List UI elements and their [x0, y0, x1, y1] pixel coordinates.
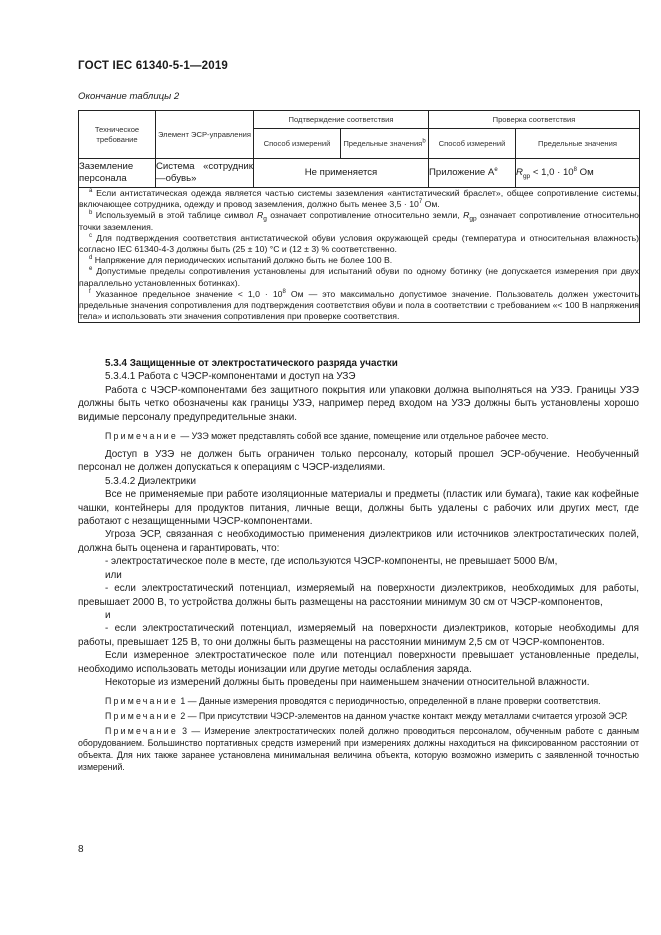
header-method: Способ измерений: [254, 129, 341, 159]
subsection-heading: 5.3.4.1 Работа с ЧЭСР-компонентами и доступ на УЗЭ: [105, 371, 356, 383]
header-verification: Проверка соответствия: [429, 111, 640, 129]
subsection-heading: 5.3.4.2 Диэлектрики: [105, 475, 197, 487]
header-method-2: Способ измерений: [429, 129, 516, 159]
list-connector: и: [105, 609, 111, 621]
header-limit-2: Предельные значения: [516, 129, 640, 159]
footnote-c: $^c$ Для подтверждения соответствия антистатической обуви условия окружающей среды (температура и относительная влажность) согласно IEC 61340-4-3 должны быть (25 ± 10) °С и (12 ± 3) % соответственно.: [79, 232, 639, 255]
table-footnotes: [79, 188, 640, 323]
paragraph: Если измеренное электростатическое поле или потенциал поверхности превышает установленные пределы, необходимо использовать методы ионизации или другие методы ослабления заряда.: [78, 650, 639, 675]
paragraph: Угроза ЭСР, связанная с необходимостью применения диэлектриков или источников электростатических полей, должна быть оценена и гарантировать, что:: [78, 529, 639, 554]
header-confirmation: Подтверждение соответствия: [254, 111, 429, 129]
section-heading: 5.3.4 Защищенные от электростатического разряда участки: [105, 358, 398, 369]
footnote-d: $^d$ Напряжение для периодических испытаний должно быть не более 100 В.: [89, 255, 393, 266]
footnote-e: $^e$ Допустимые пределы сопротивления установлены для испытаний обуви по одному ботинку (не допускается измерения при двух параллельно установленных ботинках).: [79, 266, 639, 288]
paragraph: Все не применяемые при работе изоляционные материалы и предметы (пластик или бумага), такие как кофейные чашки, контейнеры для продуктов питания, личные вещи, должны быть удалены с рабочих или других мест, где работают с незащищенными ЧЭСР-компонентами.: [78, 489, 639, 528]
footnote-f: $^f$ Указанное предельное значение < $1,0 \cdot 10^8$ Ом — это максимально допустимое значение. Пользователь должен ужесточить предельные значения сопротивления для подтверждения соответствия обуви и пола в соответствии с требованием «< 100 В напряжения тела» и использовать эти значения сопротивления при проверке соответствия.: [79, 288, 639, 322]
note: Примечание 3 — Измерение электростатических полей должно проводиться персоналом, обученным работе с данным оборудованием. Большинство портативных средств измерений при измерениях должны находиться на фиксированном расстоянии от объекта. Для них также заранее установлена минимальная величина объекта, которую возможно измерить с заявленной точностью измерений.: [78, 726, 639, 773]
footnote-b: $^b$ Используемый в этой таблице символ $R_g$ означает сопротивление относительно земли, $R_{gp}$ означает сопротивление относительно точки заземления.: [79, 210, 639, 232]
list-item: - если электростатический потенциал, измеряемый на поверхности диэлектриков, которые необходимы для работы, превышает 125 В, то они должны быть размещены на расстоянии минимум 2,5 см от ЧЭСР-компонентов.: [78, 623, 639, 648]
note: Примечание — УЗЭ может представлять собой все здание, помещение или отдельное рабочее место.: [105, 431, 549, 442]
footnote-a: $^a$ Если антистатическая одежда является частью системы заземления «антистатический браслет», общее сопротивление системы, включающее сотрудника, одежду и провод заземления, должно быть менее $3,5 \cdot 10^7$ Ом.: [79, 188, 639, 210]
paragraph: Работа с ЧЭСР-компонентами без защитного покрытия или упаковки должна выполняться на УЗЭ. Границы УЗЭ должны быть четко обозначены как границы УЗЭ, например перед входом на УЗЭ должны быть установлены хорошо видимые персоналу предупредительные знаки.: [78, 384, 639, 423]
paragraph: Некоторые из измерений должны быть проведены при наименьшем значении относительной влажности.: [105, 676, 590, 688]
header-tech-requirement: Техническое требование: [79, 111, 156, 159]
list-connector: или: [105, 569, 122, 581]
cell-tech: Заземление персонала: [79, 159, 156, 188]
header-limit: Предельные значения$^b$: [341, 129, 429, 159]
table-row: [79, 159, 640, 188]
table-caption: Окончание таблицы 2: [78, 91, 180, 102]
cell-limit: $R_{gp} < 1,0 \cdot 10^8$ Ом: [516, 159, 640, 188]
cell-confirm: Не применяется: [254, 159, 429, 188]
header-esd-element: Элемент ЭСР-управления: [156, 111, 254, 159]
paragraph: Доступ в УЗЭ не должен быть ограничен только персоналу, который прошел ЭСР-обучение. Необученный персонал не должен допускаться к операциям с ЧЭСР-изделиями.: [78, 449, 639, 474]
cell-element: Система «сотрудник—обувь»: [156, 159, 254, 188]
body-text: [78, 357, 639, 773]
note: Примечание 2 — При присутствии ЧЭСР-элементов на данном участке контакт между металлами считается угрозой ЭСР.: [105, 711, 628, 722]
list-item: - если электростатический потенциал, измеряемый на поверхности диэлектриков, необходимых для работы, превышает 2000 В, то устройства должны быть размещены на расстоянии минимум 30 см от ЧЭСР-компонентов,: [78, 583, 639, 608]
note: Примечание 1 — Данные измерения проводятся с периодичностью, определенной в плане проверки соответствия.: [105, 696, 601, 707]
cell-method: Приложение $A^e$: [429, 159, 516, 188]
page-number: 8: [78, 844, 84, 855]
list-item: - электростатическое поле в месте, где используются ЧЭСР-компоненты, не превышает 5000 В/м,: [105, 556, 558, 568]
page-header: ГОСТ IEC 61340-5-1—2019: [78, 60, 229, 72]
requirements-table: [78, 110, 640, 323]
